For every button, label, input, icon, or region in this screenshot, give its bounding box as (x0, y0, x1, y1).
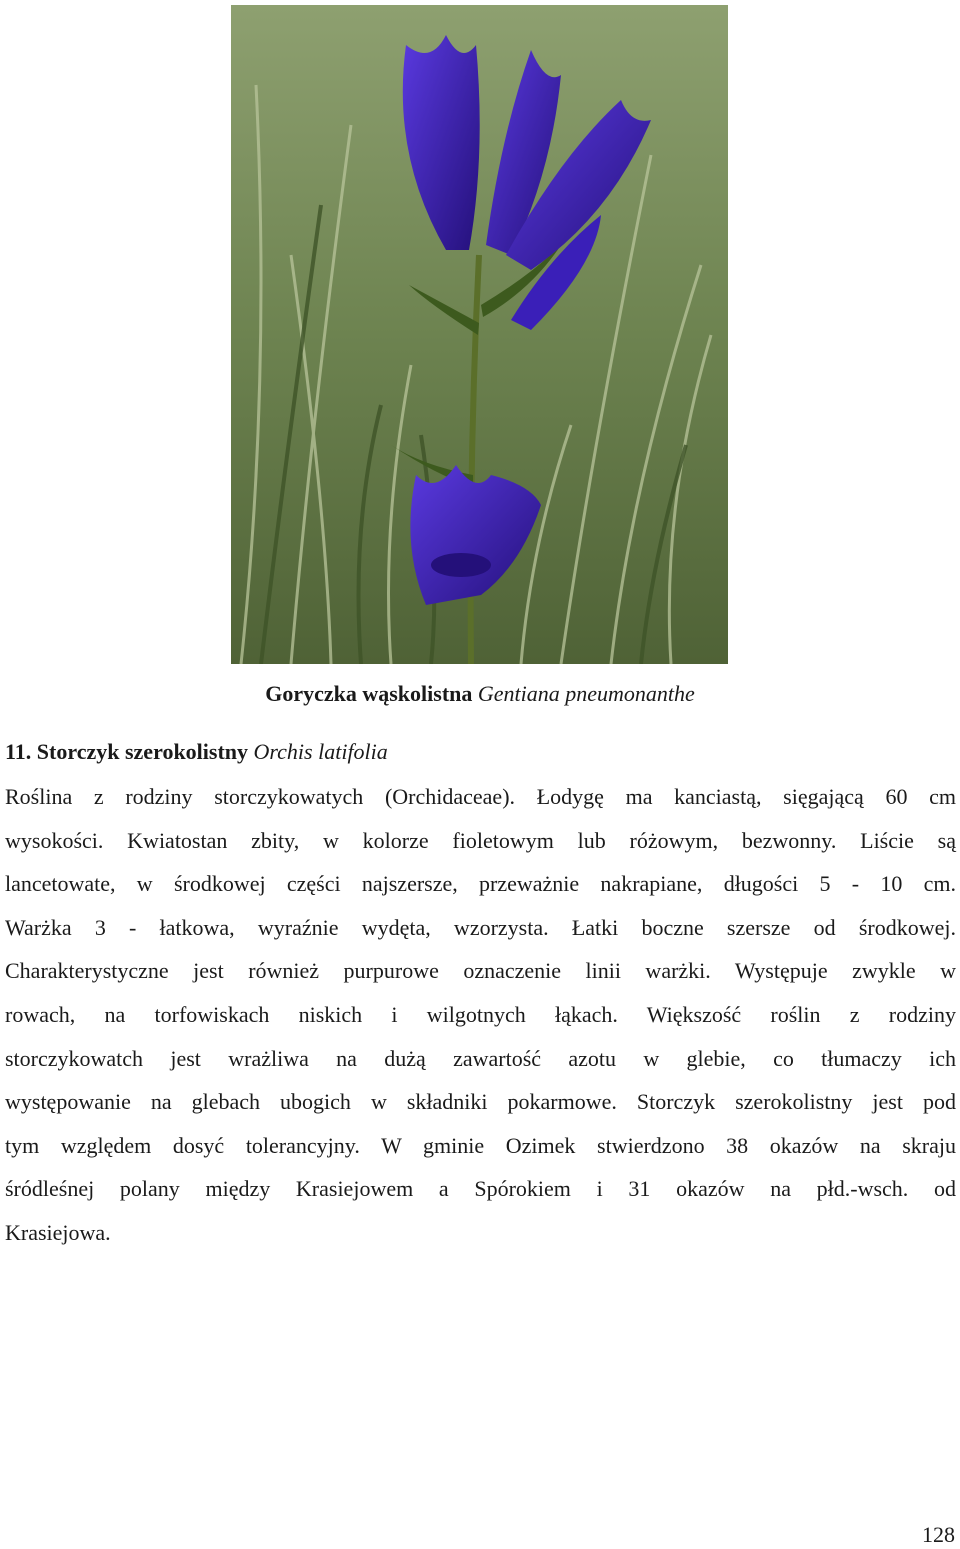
body-line: storczykowatch jest wrażliwa na dużą zawartość azotu w glebie, co tłumaczy ich (5, 1045, 956, 1071)
body-line: Krasiejowa. (5, 1219, 111, 1245)
caption-common-name: Goryczka wąskolistna (265, 681, 473, 706)
body-line: Warżka 3 - łatkowa, wyraźnie wydęta, wzorzysta. Łatki boczne szersze od środkowej. (5, 914, 956, 940)
body-line: tym względem dosyć tolerancyjny. W gminie Ozimek stwierdzono 38 okazów na skraju (5, 1132, 956, 1158)
body-line: występowanie na glebach ubogich w składniki pokarmowe. Storczyk szerokolistny jest pod (5, 1089, 956, 1115)
body-line: Roślina z rodziny storczykowatych (Orchidaceae). Łodygę ma kanciastą, sięgającą 60 cm (5, 784, 956, 809)
body-line: śródleśnej polany między Krasiejowem a Spórokiem i 31 okazów na płd.-wsch. od (5, 1176, 956, 1202)
section-body (5, 775, 956, 1255)
heading-common-name: 11. Storczyk szerokolistny (5, 739, 249, 764)
gentian-photo (231, 5, 728, 664)
body-line: wysokości. Kwiatostan zbity, w kolorze fioletowym lub różowym, bezwonny. Liście są (5, 827, 956, 853)
heading-latin-name: Orchis latifolia (253, 739, 388, 764)
page-number: 128 (922, 1522, 955, 1547)
body-line: lancetowate, w środkowej części najszersze, przeważnie nakrapiane, długości 5 - 10 cm. (5, 871, 956, 897)
body-line: Charakterystyczne jest również purpurowe oznaczenie linii warżki. Występuje zwykle w (5, 958, 956, 984)
body-line: rowach, na torfowiskach niskich i wilgotnych łąkach. Większość roślin z rodziny (5, 1001, 956, 1027)
gentian-illustration (231, 5, 728, 664)
figure-caption (0, 680, 960, 708)
section-heading (5, 738, 388, 766)
caption-latin-name: Gentiana pneumonanthe (477, 681, 695, 706)
